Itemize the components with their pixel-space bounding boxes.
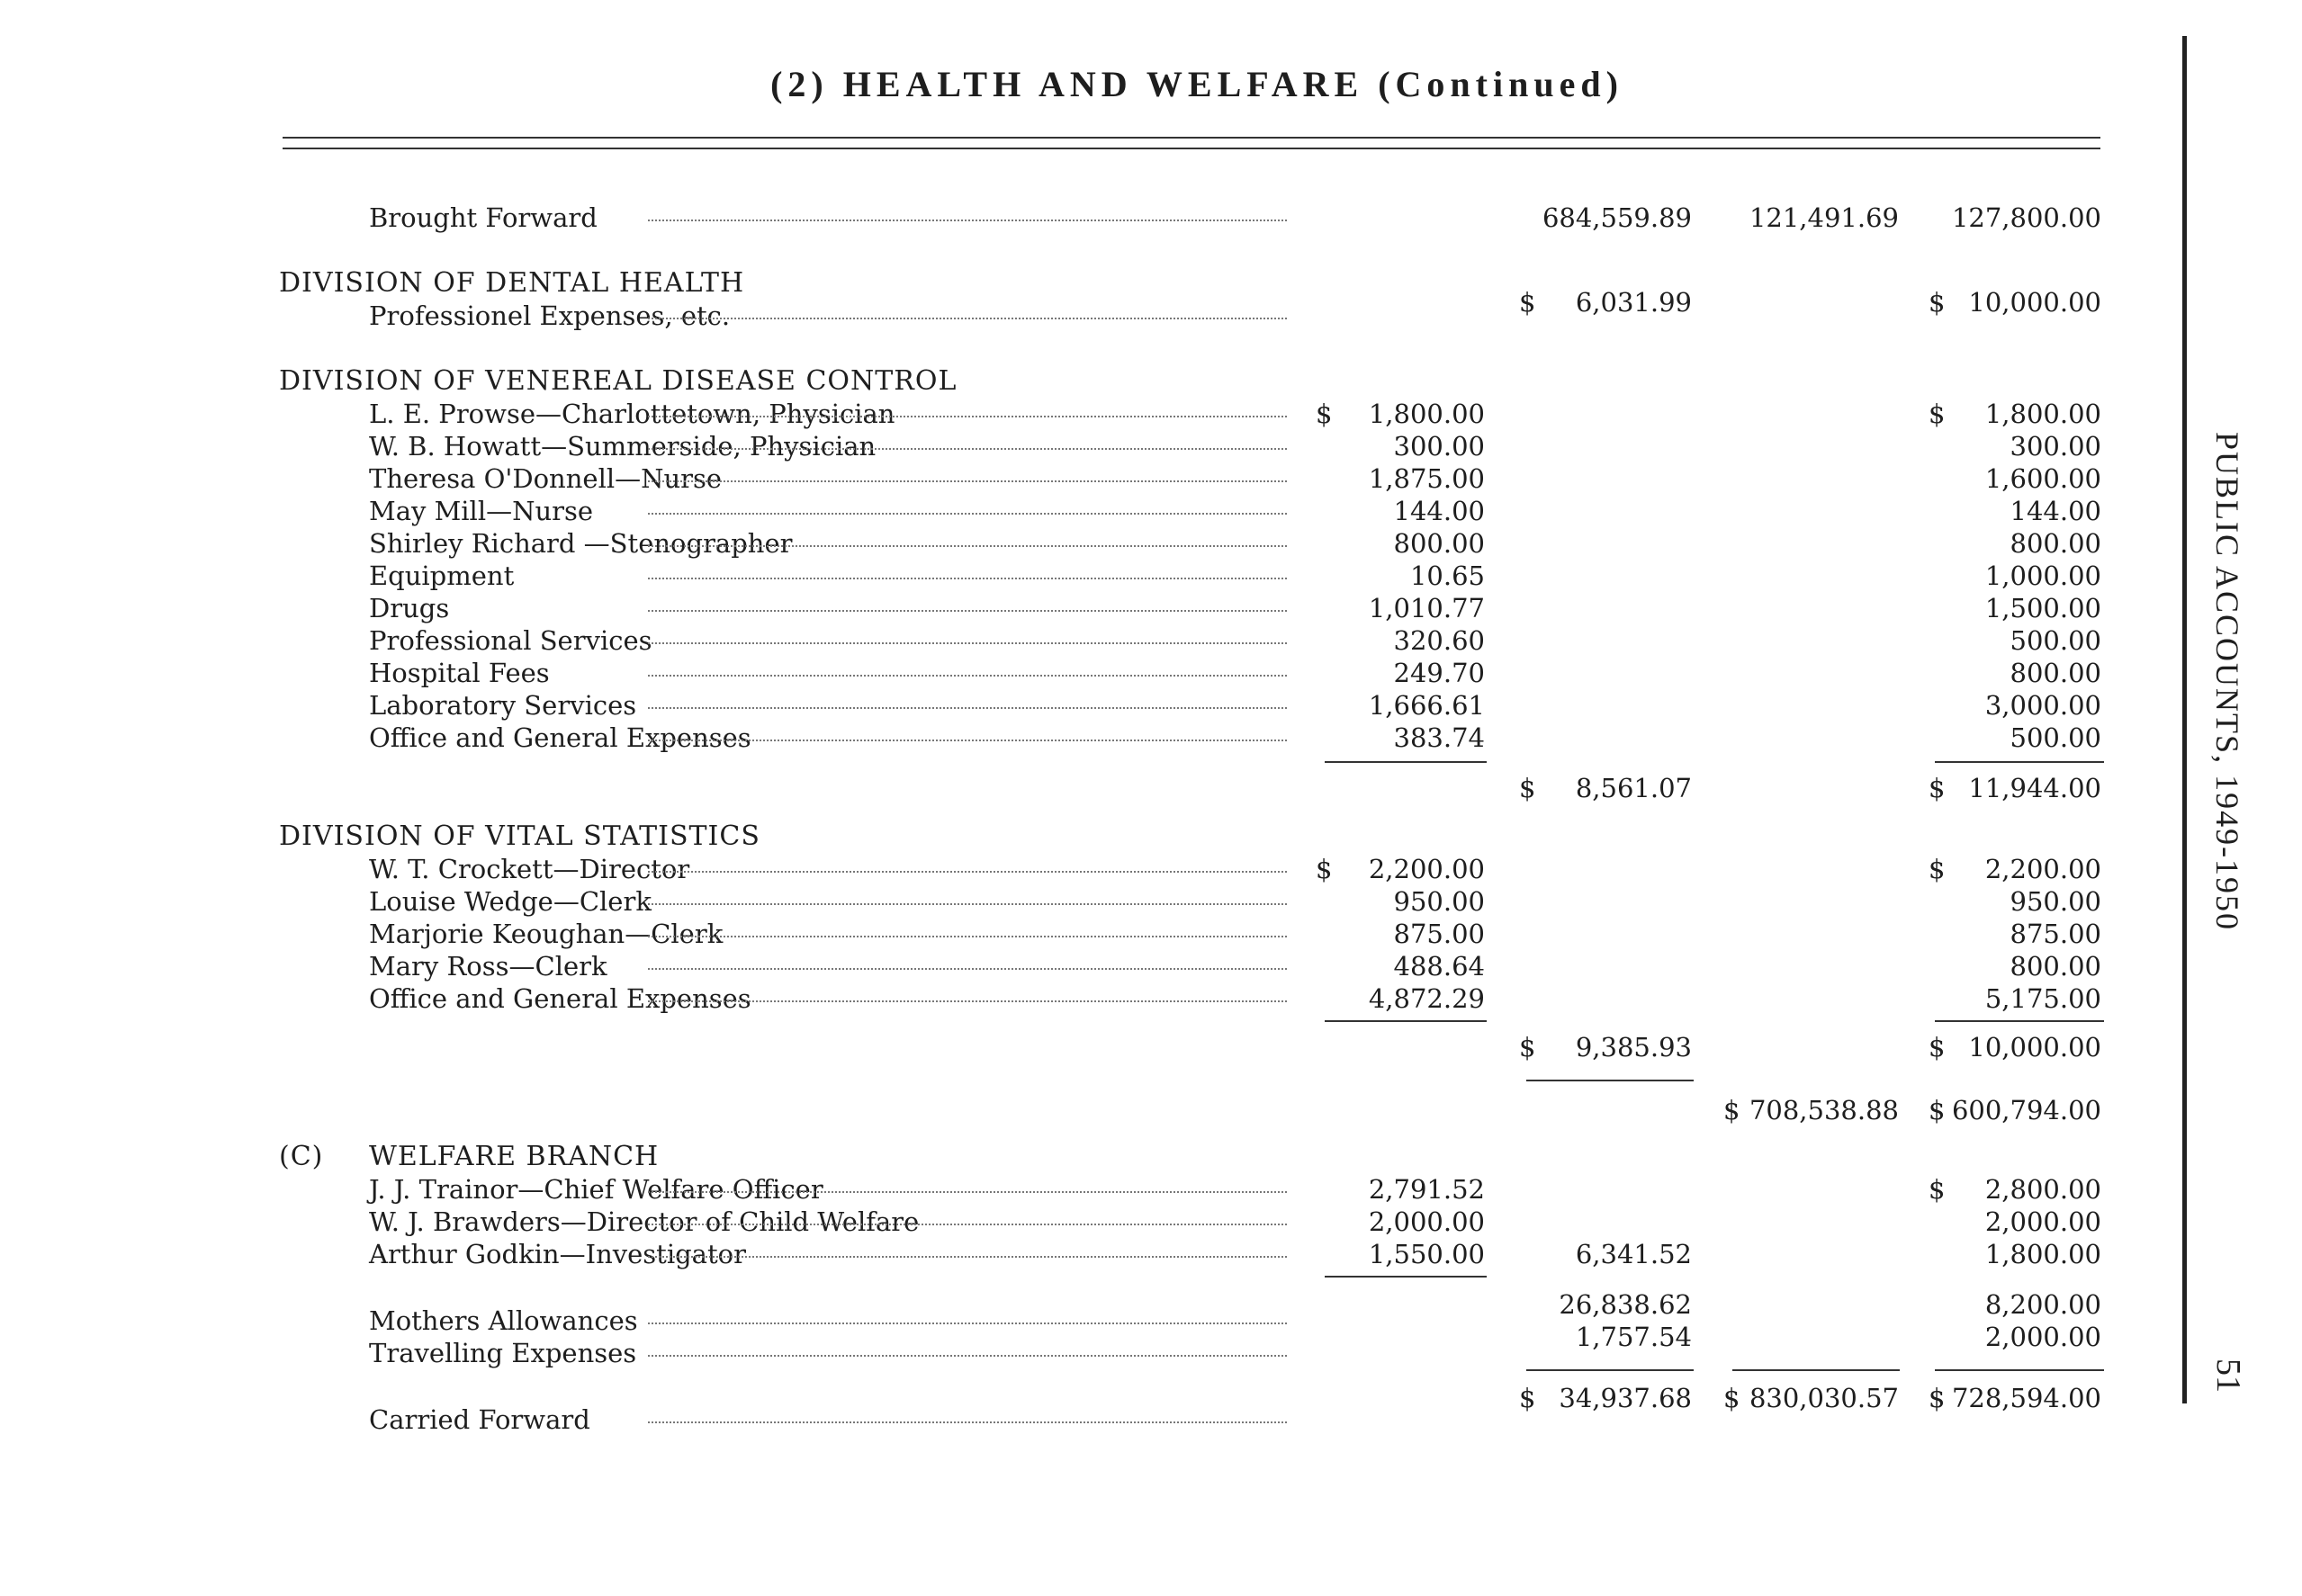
col4-value: 5,175.00 bbox=[1984, 983, 2101, 1014]
col4-value: 800.00 bbox=[2010, 951, 2101, 982]
col2-value: 6,341.52 bbox=[1575, 1239, 1692, 1269]
col1-value: 249.70 bbox=[1393, 658, 1485, 688]
col2-value: 6,031.99 bbox=[1575, 287, 1692, 318]
leader-dots bbox=[648, 740, 1287, 741]
carried-forward-values bbox=[0, 1382, 2178, 1414]
col1-value: 4,872.29 bbox=[1368, 983, 1485, 1014]
section-heading-row bbox=[0, 1141, 2178, 1173]
subtotal-rule bbox=[1325, 761, 1487, 763]
section-heading: DIVISION OF VENEREAL DISEASE CONTROL bbox=[279, 365, 958, 397]
col1-value: 875.00 bbox=[1393, 919, 1485, 949]
leader-dots bbox=[648, 707, 1287, 709]
line-item-row bbox=[0, 853, 2178, 885]
col4-value: 10,000.00 bbox=[1968, 1032, 2101, 1063]
header-rule-bottom bbox=[283, 148, 2100, 149]
dollar-sign: $ bbox=[1929, 1174, 1946, 1205]
row-label: W. T. Crockett—Director bbox=[369, 854, 690, 884]
line-item-row bbox=[0, 1238, 2178, 1270]
dollar-sign: $ bbox=[1723, 1383, 1740, 1413]
col1-value: 2,791.52 bbox=[1368, 1174, 1485, 1205]
leader-dots bbox=[648, 936, 1287, 937]
line-item-row bbox=[0, 722, 2178, 754]
col1-value: 1,010.77 bbox=[1368, 593, 1485, 623]
line-item-row bbox=[0, 918, 2178, 950]
total-rule bbox=[1935, 1369, 2104, 1371]
dollar-sign: $ bbox=[1929, 287, 1946, 318]
col3-value: 708,538.88 bbox=[1749, 1095, 1899, 1125]
leader-dots bbox=[648, 642, 1287, 644]
leader-dots bbox=[648, 448, 1287, 450]
line-item-values bbox=[0, 1321, 2178, 1353]
brought-forward-row bbox=[0, 202, 2178, 234]
line-item-values bbox=[0, 1288, 2178, 1321]
row-label: Shirley Richard —Stenographer bbox=[369, 528, 793, 559]
col4-value: 1,500.00 bbox=[1984, 593, 2101, 623]
row-label: Arthur Godkin—Investigator bbox=[369, 1239, 746, 1269]
row-label: Professionel Expenses, etc. bbox=[369, 300, 731, 331]
dollar-sign: $ bbox=[1723, 1095, 1740, 1125]
col1-value: 488.64 bbox=[1393, 951, 1485, 982]
line-item-row bbox=[0, 657, 2178, 689]
col1-value: 1,550.00 bbox=[1368, 1239, 1485, 1269]
leader-dots bbox=[648, 1421, 1287, 1423]
col4-value: 127,800.00 bbox=[1951, 202, 2101, 233]
line-item-row bbox=[0, 462, 2178, 495]
col3-value: 121,491.69 bbox=[1749, 202, 1899, 233]
page-number: 51 bbox=[2209, 1358, 2247, 1393]
subtotal-rule bbox=[1325, 1020, 1487, 1022]
dollar-sign: $ bbox=[1316, 854, 1333, 884]
col4-value: 144.00 bbox=[2010, 496, 2101, 526]
leader-dots bbox=[648, 220, 1287, 221]
section-prefix: (C) bbox=[279, 1141, 324, 1172]
line-item-row bbox=[0, 1206, 2178, 1238]
dollar-sign: $ bbox=[1929, 1095, 1946, 1125]
leader-dots bbox=[648, 903, 1287, 905]
row-label: Carried Forward bbox=[369, 1404, 590, 1435]
row-label: Louise Wedge—Clerk bbox=[369, 886, 652, 917]
subtotal-row bbox=[0, 1031, 2178, 1063]
col4-value: 11,944.00 bbox=[1968, 773, 2101, 803]
subtotal-row bbox=[0, 772, 2178, 804]
dollar-sign: $ bbox=[1519, 1032, 1536, 1063]
line-item-row bbox=[0, 527, 2178, 560]
leader-dots bbox=[648, 545, 1287, 547]
dollar-sign: $ bbox=[1929, 854, 1946, 884]
col4-value: 1,800.00 bbox=[1984, 1239, 2101, 1269]
col1-value: 1,800.00 bbox=[1368, 399, 1485, 429]
row-label: Mothers Allowances bbox=[369, 1305, 638, 1336]
leader-dots bbox=[648, 578, 1287, 579]
line-item-values bbox=[0, 286, 2178, 318]
col4-value: 300.00 bbox=[2010, 431, 2101, 462]
subtotal-rule bbox=[1935, 1020, 2104, 1022]
col4-value: 800.00 bbox=[2010, 658, 2101, 688]
col1-value: 10.65 bbox=[1409, 560, 1485, 591]
section-heading-row bbox=[0, 365, 2178, 398]
row-label: Hospital Fees bbox=[369, 658, 550, 688]
col4-value: 600,794.00 bbox=[1951, 1095, 2101, 1125]
col4-value: 2,000.00 bbox=[1984, 1206, 2101, 1237]
col1-value: 2,000.00 bbox=[1368, 1206, 1485, 1237]
col1-value: 1,875.00 bbox=[1368, 463, 1485, 494]
leader-dots bbox=[648, 1256, 1287, 1258]
subtotal-rule bbox=[1935, 761, 2104, 763]
col1-value: 2,200.00 bbox=[1368, 854, 1485, 884]
col1-value: 800.00 bbox=[1393, 528, 1485, 559]
line-item-row bbox=[0, 592, 2178, 624]
col4-value: 2,800.00 bbox=[1984, 1174, 2101, 1205]
leader-dots bbox=[648, 968, 1287, 970]
row-label: Brought Forward bbox=[369, 202, 598, 233]
row-label: L. E. Prowse—Charlottetown, Physician bbox=[369, 399, 895, 429]
col2-value: 684,559.89 bbox=[1542, 202, 1692, 233]
row-label: Equipment bbox=[369, 560, 515, 591]
row-label: Drugs bbox=[369, 593, 450, 623]
line-item-row bbox=[0, 624, 2178, 657]
row-label: May Mill—Nurse bbox=[369, 496, 594, 526]
leader-dots bbox=[648, 1191, 1287, 1193]
col1-value: 950.00 bbox=[1393, 886, 1485, 917]
health-total-row bbox=[0, 1094, 2178, 1126]
row-label: W. J. Brawders—Director of Child Welfare bbox=[369, 1206, 920, 1237]
row-label: Professional Services bbox=[369, 625, 652, 656]
col4-value: 1,000.00 bbox=[1984, 560, 2101, 591]
dollar-sign: $ bbox=[1929, 773, 1946, 803]
dollar-sign: $ bbox=[1929, 1383, 1946, 1413]
section-heading: DIVISION OF VITAL STATISTICS bbox=[279, 820, 760, 852]
dollar-sign: $ bbox=[1519, 287, 1536, 318]
margin-rule bbox=[2182, 36, 2187, 1403]
leader-dots bbox=[648, 871, 1287, 873]
row-label: Theresa O'Donnell—Nurse bbox=[369, 463, 723, 494]
leader-dots bbox=[648, 1355, 1287, 1357]
col4-value: 875.00 bbox=[2010, 919, 2101, 949]
line-item-row bbox=[0, 982, 2178, 1015]
line-item-row bbox=[0, 560, 2178, 592]
line-item-row bbox=[0, 885, 2178, 918]
total-rule bbox=[1526, 1369, 1694, 1371]
dollar-sign: $ bbox=[1316, 399, 1333, 429]
leader-dots bbox=[648, 675, 1287, 677]
col2-value: 1,757.54 bbox=[1575, 1322, 1692, 1352]
col1-value: 1,666.61 bbox=[1368, 690, 1485, 721]
side-title: PUBLIC ACCOUNTS, 1949-1950 bbox=[2209, 432, 2245, 932]
col4-value: 728,594.00 bbox=[1951, 1383, 2101, 1413]
leader-dots bbox=[648, 480, 1287, 482]
col4-value: 2,200.00 bbox=[1984, 854, 2101, 884]
col4-value: 800.00 bbox=[2010, 528, 2101, 559]
dollar-sign: $ bbox=[1519, 773, 1536, 803]
col4-value: 500.00 bbox=[2010, 722, 2101, 753]
dollar-sign: $ bbox=[1929, 399, 1946, 429]
section-heading: DIVISION OF DENTAL HEALTH bbox=[279, 267, 745, 299]
line-item-row bbox=[0, 1173, 2178, 1206]
col2-value: 8,561.07 bbox=[1575, 773, 1692, 803]
total-rule bbox=[1732, 1369, 1900, 1371]
row-label: Office and General Expenses bbox=[369, 722, 751, 753]
col4-value: 8,200.00 bbox=[1984, 1289, 2101, 1320]
row-label: Office and General Expenses bbox=[369, 983, 751, 1014]
leader-dots bbox=[648, 416, 1287, 417]
col3-value: 830,030.57 bbox=[1749, 1383, 1899, 1413]
col2-value: 26,838.62 bbox=[1559, 1289, 1692, 1320]
col1-value: 320.60 bbox=[1393, 625, 1485, 656]
row-label: Travelling Expenses bbox=[369, 1338, 637, 1368]
line-item-row bbox=[0, 430, 2178, 462]
line-item-row bbox=[0, 950, 2178, 982]
line-item-row bbox=[0, 495, 2178, 527]
col4-value: 500.00 bbox=[2010, 625, 2101, 656]
header-rule-top bbox=[283, 137, 2100, 139]
row-label: Mary Ross—Clerk bbox=[369, 951, 607, 982]
leader-dots bbox=[648, 1224, 1287, 1225]
col4-value: 1,800.00 bbox=[1984, 399, 2101, 429]
leader-dots bbox=[648, 1000, 1287, 1002]
dollar-sign: $ bbox=[1929, 1032, 1946, 1063]
leader-dots bbox=[648, 610, 1287, 612]
col1-value: 300.00 bbox=[1393, 431, 1485, 462]
subtotal-rule bbox=[1526, 1080, 1694, 1081]
col1-value: 383.74 bbox=[1393, 722, 1485, 753]
col2-value: 9,385.93 bbox=[1575, 1032, 1692, 1063]
col4-value: 1,600.00 bbox=[1984, 463, 2101, 494]
leader-dots bbox=[648, 513, 1287, 515]
page-title: (2) HEALTH AND WELFARE (Continued) bbox=[770, 64, 1623, 104]
col1-value: 144.00 bbox=[1393, 496, 1485, 526]
line-item-row bbox=[0, 398, 2178, 430]
col4-value: 950.00 bbox=[2010, 886, 2101, 917]
row-label: W. B. Howatt—Summerside, Physician bbox=[369, 431, 877, 462]
row-label: Laboratory Services bbox=[369, 690, 637, 721]
line-item-row bbox=[0, 689, 2178, 722]
col4-value: 10,000.00 bbox=[1968, 287, 2101, 318]
section-heading-row bbox=[0, 820, 2178, 853]
subtotal-rule bbox=[1325, 1276, 1487, 1278]
section-heading: WELFARE BRANCH bbox=[369, 1141, 660, 1172]
row-label: Marjorie Keoughan—Clerk bbox=[369, 919, 724, 949]
col4-value: 2,000.00 bbox=[1984, 1322, 2101, 1352]
dollar-sign: $ bbox=[1519, 1383, 1536, 1413]
col2-value: 34,937.68 bbox=[1559, 1383, 1692, 1413]
row-label: J. J. Trainor—Chief Welfare Officer bbox=[369, 1174, 823, 1205]
col4-value: 3,000.00 bbox=[1984, 690, 2101, 721]
